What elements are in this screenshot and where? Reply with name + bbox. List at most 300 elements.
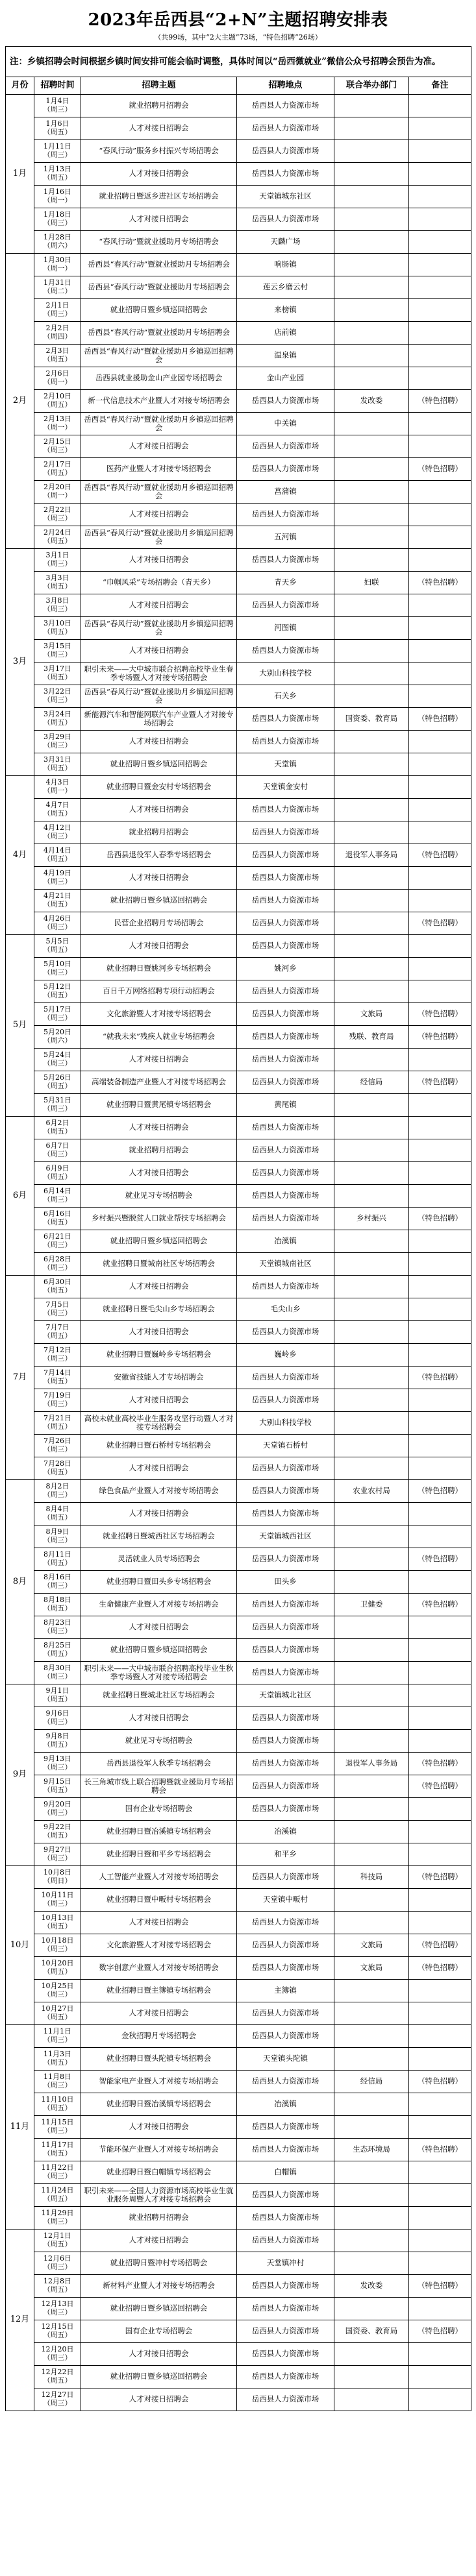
theme-cell: 就业招聘日暨冶溪镇专场招聘会 xyxy=(81,1821,237,1843)
table-row xyxy=(6,2139,471,2161)
venue-cell: 青天乡 xyxy=(237,572,334,594)
table-row xyxy=(6,662,471,685)
theme-cell: 人才对接日招聘会 xyxy=(81,2343,237,2366)
remark-cell xyxy=(409,617,471,640)
organizer-cell xyxy=(334,753,409,776)
table-row xyxy=(6,844,471,867)
remark-cell xyxy=(409,1139,471,1162)
organizer-cell xyxy=(334,2388,409,2411)
table-row xyxy=(6,821,471,844)
remark-cell xyxy=(409,345,471,367)
organizer-cell xyxy=(334,958,409,980)
table-row xyxy=(6,617,471,640)
date-cell: 5月24日 （周三） xyxy=(34,1049,81,1071)
organizer-cell xyxy=(334,1094,409,1117)
venue-cell: 岳西县人力资源市场 xyxy=(237,1185,334,1208)
venue-cell: 岳西县人力资源市场 xyxy=(237,208,334,231)
venue-cell: 岳西县人力资源市场 xyxy=(237,2230,334,2252)
date-cell: 12月15日 （周五） xyxy=(34,2320,81,2343)
theme-cell: 新材料产业暨人才对接专场招聘会 xyxy=(81,2275,237,2298)
remark-cell xyxy=(409,685,471,708)
date-cell: 3月17日 （周五） xyxy=(34,662,81,685)
organizer-cell xyxy=(334,1049,409,1071)
organizer-cell xyxy=(334,345,409,367)
remark-cell xyxy=(409,1230,471,1253)
table-row xyxy=(6,435,471,458)
organizer-cell xyxy=(334,1117,409,1139)
date-cell: 5月26日 （周五） xyxy=(34,1071,81,1094)
venue-cell: 岳西县人力资源市场 xyxy=(237,708,334,731)
table-row xyxy=(6,1071,471,1094)
organizer-cell xyxy=(334,731,409,753)
table-row xyxy=(6,1457,471,1480)
theme-cell: 就业招聘日暨中畈村专场招聘会 xyxy=(81,1889,237,1912)
theme-cell: 就业招聘日暨乡镇巡回招聘会 xyxy=(81,2366,237,2388)
table-row xyxy=(6,1571,471,1594)
venue-cell: 岳西县人力资源市场 xyxy=(237,1594,334,1616)
theme-cell: 人才对接日招聘会 xyxy=(81,1049,237,1071)
date-cell: 2月22日 （周三） xyxy=(34,504,81,526)
venue-cell: 岳西县人力资源市场 xyxy=(237,2343,334,2366)
date-cell: 12月27日 （周三） xyxy=(34,2388,81,2411)
venue-cell: 响肠镇 xyxy=(237,254,334,276)
table-row xyxy=(6,1707,471,1730)
organizer-cell: 发改委 xyxy=(334,390,409,413)
theme-cell: 文化旅游暨人才对接专场招聘会 xyxy=(81,1934,237,1957)
venue-cell: 河图镇 xyxy=(237,617,334,640)
table-row xyxy=(6,2388,471,2411)
table-row xyxy=(6,731,471,753)
table-row xyxy=(6,2071,471,2093)
venue-cell: 岳西县人力资源市场 xyxy=(237,799,334,821)
theme-cell: “巾帼风采”专场招聘会（青天乡） xyxy=(81,572,237,594)
remark-cell: （特色招聘） xyxy=(409,1026,471,1049)
date-cell: 12月20日 （周三） xyxy=(34,2343,81,2366)
organizer-cell xyxy=(334,1662,409,1684)
table-row xyxy=(6,1798,471,1821)
date-cell: 2月17日 （周五） xyxy=(34,458,81,481)
header-venue: 招聘地点 xyxy=(237,77,334,95)
theme-cell: 高校未就业高校毕业生服务攻坚行动暨人才对接专场招聘会 xyxy=(81,1412,237,1435)
theme-cell: “春风行动”服务乡村振兴专场招聘会 xyxy=(81,140,237,163)
date-cell: 9月1日 （周五） xyxy=(34,1684,81,1707)
venue-cell: 岳西县人力资源市场 xyxy=(237,95,334,117)
table-row xyxy=(6,322,471,345)
date-cell: 6月21日 （周三） xyxy=(34,1230,81,1253)
venue-cell: 岳西县人力资源市场 xyxy=(237,163,334,186)
month-cell: 9月 xyxy=(6,1684,34,1866)
table-row xyxy=(6,481,471,504)
theme-cell: 医药产业暨人才对接专场招聘会 xyxy=(81,458,237,481)
organizer-cell xyxy=(334,504,409,526)
organizer-cell xyxy=(334,1185,409,1208)
table-row xyxy=(6,958,471,980)
theme-cell: 就业招聘日暨姚河乡专场招聘会 xyxy=(81,958,237,980)
table-row xyxy=(6,2184,471,2207)
table-row xyxy=(6,1957,471,1980)
organizer-cell xyxy=(334,2025,409,2048)
organizer-cell xyxy=(334,1707,409,1730)
date-cell: 5月17日 （周三） xyxy=(34,1003,81,1026)
table-row xyxy=(6,1503,471,1525)
date-cell: 4月3日 （周一） xyxy=(34,776,81,799)
theme-cell: 职引未来——全国人力资源市场高校毕业生就业服务周暨人才对接专场招聘会 xyxy=(81,2184,237,2207)
remark-cell xyxy=(409,1707,471,1730)
table-row xyxy=(6,299,471,322)
theme-cell: 百日千万网络招聘专项行动招聘会 xyxy=(81,980,237,1003)
remark-cell: （特色招聘） xyxy=(409,1866,471,1889)
table-row xyxy=(6,504,471,526)
remark-cell: （特色招聘） xyxy=(409,2139,471,2161)
venue-cell: 岳西县人力资源市场 xyxy=(237,2025,334,2048)
date-cell: 3月8日 （周三） xyxy=(34,594,81,617)
date-cell: 6月28日 （周三） xyxy=(34,1253,81,1276)
organizer-cell xyxy=(334,2230,409,2252)
theme-cell: 人才对接日招聘会 xyxy=(81,1276,237,1298)
remark-cell xyxy=(409,821,471,844)
remark-cell xyxy=(409,2366,471,2388)
table-row xyxy=(6,2230,471,2252)
theme-cell: 人才对接日招聘会 xyxy=(81,640,237,662)
venue-cell: 冶溪镇 xyxy=(237,2093,334,2116)
venue-cell: 岳西县人力资源市场 xyxy=(237,2366,334,2388)
theme-cell: 人才对接日招聘会 xyxy=(81,1321,237,1344)
table-row xyxy=(6,208,471,231)
organizer-cell xyxy=(334,208,409,231)
venue-cell: 岳西县人力资源市场 xyxy=(237,1276,334,1298)
organizer-cell xyxy=(334,1435,409,1457)
date-cell: 2月2日 （周四） xyxy=(34,322,81,345)
venue-cell: 大别山科技学校 xyxy=(237,1412,334,1435)
table-row xyxy=(6,413,471,435)
date-cell: 10月18日 （周三） xyxy=(34,1934,81,1957)
table-row xyxy=(6,1480,471,1503)
remark-cell xyxy=(409,1412,471,1435)
date-cell: 2月20日 （周一） xyxy=(34,481,81,504)
organizer-cell xyxy=(334,481,409,504)
remark-cell xyxy=(409,2002,471,2025)
venue-cell: 岳西县人力资源市场 xyxy=(237,731,334,753)
table-row xyxy=(6,1435,471,1457)
table-row xyxy=(6,254,471,276)
date-cell: 4月12日 （周三） xyxy=(34,821,81,844)
date-cell: 8月2日 （周三） xyxy=(34,1480,81,1503)
venue-cell: 岳西县人力资源市场 xyxy=(237,2116,334,2139)
remark-cell xyxy=(409,1094,471,1117)
date-cell: 3月31日 （周五） xyxy=(34,753,81,776)
venue-cell: 温泉镇 xyxy=(237,345,334,367)
date-cell: 4月26日 （周三） xyxy=(34,912,81,935)
theme-cell: 人才对接日招聘会 xyxy=(81,1389,237,1412)
remark-cell xyxy=(409,1889,471,1912)
table-row xyxy=(6,1321,471,1344)
remark-cell xyxy=(409,2161,471,2184)
theme-cell: 就业招聘日暨乡镇巡回招聘会 xyxy=(81,299,237,322)
remark-cell: （特色招聘） xyxy=(409,1957,471,1980)
date-cell: 1月28日 （周六） xyxy=(34,231,81,254)
organizer-cell xyxy=(334,1162,409,1185)
table-row xyxy=(6,2002,471,2025)
month-cell: 8月 xyxy=(6,1480,34,1684)
theme-cell: 就业招聘日暨乡镇巡回招聘会 xyxy=(81,1639,237,1662)
remark-cell xyxy=(409,1912,471,1934)
venue-cell: 岳西县人力资源市场 xyxy=(237,912,334,935)
table-row xyxy=(6,1367,471,1389)
theme-cell: 人才对接日招聘会 xyxy=(81,1707,237,1730)
theme-cell: 金秋招聘月专场招聘会 xyxy=(81,2025,237,2048)
remark-cell xyxy=(409,1525,471,1548)
date-cell: 2月6日 （周一） xyxy=(34,367,81,390)
organizer-cell xyxy=(334,890,409,912)
table-row xyxy=(6,1821,471,1843)
venue-cell: 岳西县人力资源市场 xyxy=(237,2320,334,2343)
theme-cell: 就业招聘日暨城西社区专场招聘会 xyxy=(81,1525,237,1548)
theme-cell: 人才对接日招聘会 xyxy=(81,2002,237,2025)
venue-cell: 五河镇 xyxy=(237,526,334,549)
theme-cell: 就业招聘月招聘会 xyxy=(81,95,237,117)
remark-cell: （特色招聘） xyxy=(409,1480,471,1503)
organizer-cell xyxy=(334,1730,409,1753)
month-cell: 3月 xyxy=(6,549,34,776)
venue-cell: 岳西县人力资源市场 xyxy=(237,1503,334,1525)
date-cell: 10月25日 （周三） xyxy=(34,1980,81,2002)
remark-cell xyxy=(409,549,471,572)
month-cell: 4月 xyxy=(6,776,34,935)
venue-cell: 天堂镇城南社区 xyxy=(237,1253,334,1276)
date-cell: 11月29日 （周三） xyxy=(34,2207,81,2230)
venue-cell: 巍岭乡 xyxy=(237,1344,334,1367)
theme-cell: 人才对接日招聘会 xyxy=(81,163,237,186)
organizer-cell xyxy=(334,1889,409,1912)
venue-cell: 岳西县人力资源市场 xyxy=(237,890,334,912)
date-cell: 12月13日 （周三） xyxy=(34,2298,81,2320)
venue-cell: 岳西县人力资源市场 xyxy=(237,1071,334,1094)
remark-cell: （特色招聘） xyxy=(409,2320,471,2343)
table-row xyxy=(6,549,471,572)
table-row xyxy=(6,1730,471,1753)
venue-cell: 岳西县人力资源市场 xyxy=(237,1049,334,1071)
remark-cell xyxy=(409,2116,471,2139)
theme-cell: 人才对接日招聘会 xyxy=(81,435,237,458)
theme-cell: 文化旅游暨人才对接专场招聘会 xyxy=(81,1003,237,1026)
remark-cell xyxy=(409,481,471,504)
venue-cell: 岳西县人力资源市场 xyxy=(237,1139,334,1162)
date-cell: 5月31日 （周三） xyxy=(34,1094,81,1117)
remark-cell xyxy=(409,1662,471,1684)
table-row xyxy=(6,1276,471,1298)
venue-cell: 岳西县人力资源市场 xyxy=(237,1957,334,1980)
organizer-cell xyxy=(334,685,409,708)
table-row xyxy=(6,1639,471,1662)
organizer-cell xyxy=(334,640,409,662)
theme-cell: 新能源汽车和智能网联汽车产业暨人才对接专场招聘会 xyxy=(81,708,237,731)
document-title: 2023年岳西县“2+N”主题招聘安排表 xyxy=(88,10,388,30)
organizer-cell: 卫健委 xyxy=(334,1594,409,1616)
theme-cell: 国有企业专场招聘会 xyxy=(81,1798,237,1821)
remark-cell xyxy=(409,1298,471,1321)
remark-cell: （特色招聘） xyxy=(409,708,471,731)
date-cell: 3月3日 （周五） xyxy=(34,572,81,594)
venue-cell: 岳西县人力资源市场 xyxy=(237,1162,334,1185)
table-row xyxy=(6,1162,471,1185)
month-cell: 6月 xyxy=(6,1117,34,1276)
table-row xyxy=(6,776,471,799)
remark-cell xyxy=(409,276,471,299)
remark-cell xyxy=(409,140,471,163)
date-cell: 2月24日 （周五） xyxy=(34,526,81,549)
venue-cell: 岳西县人力资源市场 xyxy=(237,594,334,617)
table-row xyxy=(6,345,471,367)
table-row xyxy=(6,526,471,549)
remark-cell xyxy=(409,1843,471,1866)
venue-cell: 天堂镇石桥村 xyxy=(237,1435,334,1457)
date-cell: 5月10日 （周三） xyxy=(34,958,81,980)
theme-cell: 人才对接日招聘会 xyxy=(81,2388,237,2411)
date-cell: 1月18日 （周三） xyxy=(34,208,81,231)
table-row xyxy=(6,390,471,413)
theme-cell: 就业招聘日暨田头乡专场招聘会 xyxy=(81,1571,237,1594)
date-cell: 6月14日 （周三） xyxy=(34,1185,81,1208)
remark-cell xyxy=(409,731,471,753)
table-row xyxy=(6,1298,471,1321)
venue-cell: 姚河乡 xyxy=(237,958,334,980)
theme-cell: 国有企业专场招聘会 xyxy=(81,2320,237,2343)
organizer-cell: 乡村振兴 xyxy=(334,1208,409,1230)
venue-cell: 天堂镇冲村 xyxy=(237,2252,334,2275)
organizer-cell xyxy=(334,95,409,117)
remark-cell xyxy=(409,776,471,799)
organizer-cell xyxy=(334,1253,409,1276)
venue-cell: 天麟广场 xyxy=(237,231,334,254)
venue-cell: 岳西县人力资源市场 xyxy=(237,2139,334,2161)
organizer-cell xyxy=(334,276,409,299)
date-cell: 3月22日 （周三） xyxy=(34,685,81,708)
table-row xyxy=(6,1026,471,1049)
theme-cell: 灵活就业人员专场招聘会 xyxy=(81,1548,237,1571)
remark-cell xyxy=(409,254,471,276)
date-cell: 1月6日 （周五） xyxy=(34,117,81,140)
organizer-cell xyxy=(334,2184,409,2207)
organizer-cell xyxy=(334,1344,409,1367)
remark-cell: （特色招聘） xyxy=(409,1594,471,1616)
remark-cell xyxy=(409,163,471,186)
remark-cell xyxy=(409,117,471,140)
table-row xyxy=(6,231,471,254)
organizer-cell xyxy=(334,2366,409,2388)
date-cell: 7月12日 （周三） xyxy=(34,1344,81,1367)
date-cell: 11月24日 （周五） xyxy=(34,2184,81,2207)
note-row xyxy=(6,47,471,77)
venue-cell: 岳西县人力资源市场 xyxy=(237,390,334,413)
remark-cell xyxy=(409,1276,471,1298)
theme-cell: 就业招聘日暨金安村专场招聘会 xyxy=(81,776,237,799)
remark-cell xyxy=(409,1162,471,1185)
month-cell: 11月 xyxy=(6,2025,34,2230)
organizer-cell xyxy=(334,2161,409,2184)
theme-cell: 就业见习专场招聘会 xyxy=(81,1730,237,1753)
table-row xyxy=(6,276,471,299)
remark-cell xyxy=(409,208,471,231)
venue-cell: 岳西县人力资源市场 xyxy=(237,935,334,958)
remark-cell xyxy=(409,1503,471,1525)
month-cell: 7月 xyxy=(6,1276,34,1480)
table-row xyxy=(6,1139,471,1162)
table-row xyxy=(6,2343,471,2366)
date-cell: 1月4日 （周三） xyxy=(34,95,81,117)
table-row xyxy=(6,1230,471,1253)
date-cell: 7月26日 （周三） xyxy=(34,1435,81,1457)
remark-cell xyxy=(409,1185,471,1208)
venue-cell: 岳西县人力资源市场 xyxy=(237,2071,334,2093)
theme-cell: 就业招聘日暨乡镇巡回招聘会 xyxy=(81,1230,237,1253)
venue-cell: 岳西县人力资源市场 xyxy=(237,640,334,662)
organizer-cell xyxy=(334,1412,409,1435)
date-cell: 12月6日 （周三） xyxy=(34,2252,81,2275)
venue-cell: 金山产业园 xyxy=(237,367,334,390)
remark-cell xyxy=(409,1639,471,1662)
organizer-cell xyxy=(334,617,409,640)
date-cell: 7月21日 （周五） xyxy=(34,1412,81,1435)
remark-cell: （特色招聘） xyxy=(409,912,471,935)
theme-cell: 就业招聘日暨石桥村专场招聘会 xyxy=(81,1435,237,1457)
organizer-cell xyxy=(334,549,409,572)
date-cell: 1月13日 （周五） xyxy=(34,163,81,186)
remark-cell xyxy=(409,1730,471,1753)
date-cell: 7月28日 （周五） xyxy=(34,1457,81,1480)
venue-cell: 冶溪镇 xyxy=(237,1230,334,1253)
theme-cell: 人才对接日招聘会 xyxy=(81,2116,237,2139)
remark-cell xyxy=(409,935,471,958)
venue-cell: 天堂镇金安村 xyxy=(237,776,334,799)
table-row xyxy=(6,2366,471,2388)
organizer-cell xyxy=(334,117,409,140)
theme-cell: 民营企业招聘月专场招聘会 xyxy=(81,912,237,935)
organizer-cell xyxy=(334,322,409,345)
organizer-cell xyxy=(334,186,409,208)
organizer-cell xyxy=(334,1912,409,1934)
remark-cell xyxy=(409,1616,471,1639)
venue-cell: 冶溪镇 xyxy=(237,1821,334,1843)
venue-cell: 岳西县人力资源市场 xyxy=(237,1798,334,1821)
remark-cell xyxy=(409,2048,471,2071)
date-cell: 12月22日 （周五） xyxy=(34,2366,81,2388)
venue-cell: 岳西县人力资源市场 xyxy=(237,1707,334,1730)
venue-cell: 岳西县人力资源市场 xyxy=(237,140,334,163)
date-cell: 4月14日 （周五） xyxy=(34,844,81,867)
venue-cell: 岳西县人力资源市场 xyxy=(237,1548,334,1571)
remark-cell xyxy=(409,799,471,821)
remark-cell xyxy=(409,662,471,685)
venue-cell: 中关镇 xyxy=(237,413,334,435)
table-row xyxy=(6,1980,471,2002)
table-row xyxy=(6,799,471,821)
table-row xyxy=(6,1934,471,1957)
date-cell: 8月23日 （周三） xyxy=(34,1616,81,1639)
venue-cell: 来榜镇 xyxy=(237,299,334,322)
organizer-cell: 文旅局 xyxy=(334,1957,409,1980)
theme-cell: 乡村振兴暨脱贫人口就业帮扶专场招聘会 xyxy=(81,1208,237,1230)
header-theme: 招聘主题 xyxy=(81,77,237,95)
theme-cell: 就业招聘日暨头陀镇专场招聘会 xyxy=(81,2048,237,2071)
remark-cell xyxy=(409,2298,471,2320)
date-cell: 5月20日 （周六） xyxy=(34,1026,81,1049)
theme-cell: 人才对接日招聘会 xyxy=(81,1616,237,1639)
remark-cell: （特色招聘） xyxy=(409,2275,471,2298)
date-cell: 12月1日 （周五） xyxy=(34,2230,81,2252)
theme-cell: 就业招聘日暨乡镇巡回招聘会 xyxy=(81,890,237,912)
theme-cell: 人才对接日招聘会 xyxy=(81,1457,237,1480)
remark-cell xyxy=(409,1798,471,1821)
